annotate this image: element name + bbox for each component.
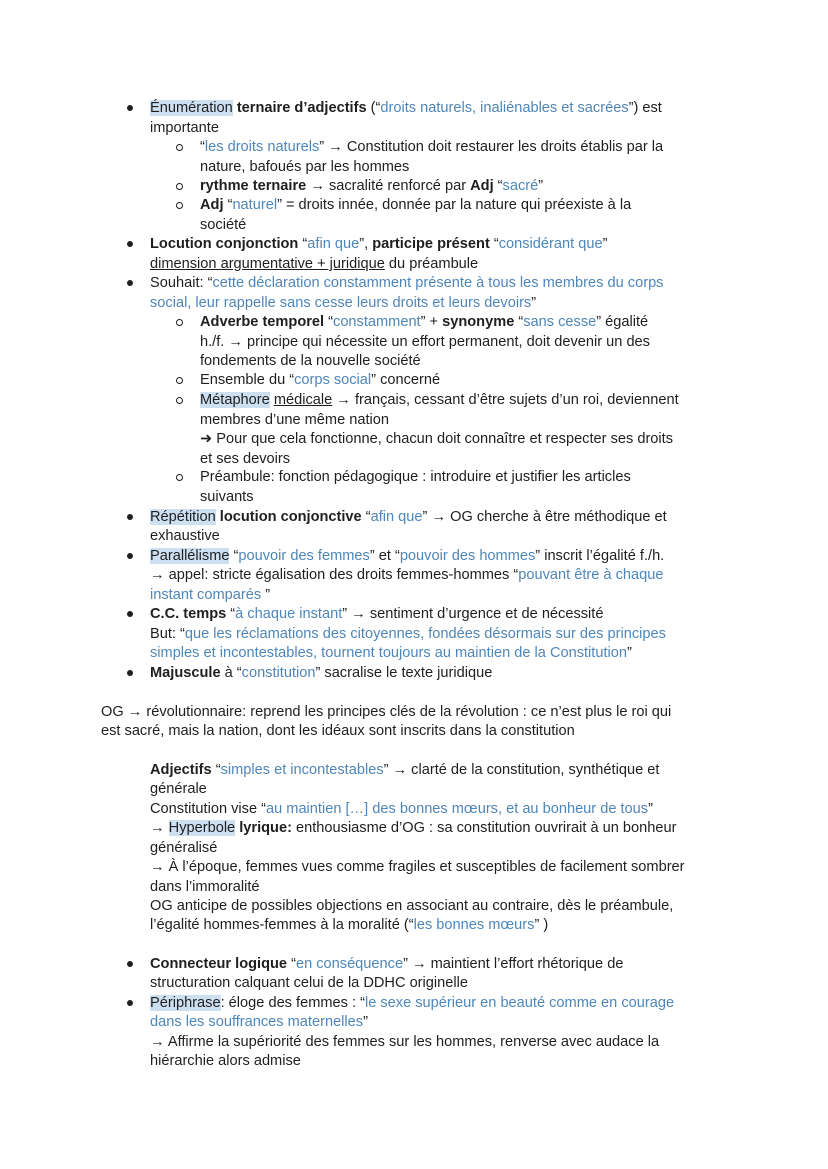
cctemps-line-2 [150, 625, 666, 645]
text: ” sacralise le texte juridique [315, 665, 493, 681]
periphrase-line-2 [150, 1013, 368, 1033]
text: ” = droits innée, donnée par la nature qui préexiste à la [277, 197, 632, 213]
bold-text: rythme ternaire [200, 178, 307, 194]
text: ” [648, 801, 653, 817]
text: enthousiasme d’OG : sa constitution ouvrirait à un bonheur [291, 820, 677, 836]
quote: naturel [232, 197, 278, 213]
souhait-sub3-line4: et ses devoirs [200, 451, 291, 467]
enum-sub3-line2: société [200, 217, 247, 233]
parallelisme-line-3 [150, 586, 270, 606]
text: du préambule [384, 256, 479, 272]
text: ” [531, 295, 537, 311]
bullet-circle [176, 183, 183, 190]
quote: que les réclamations des citoyennes, fondées désormais sur des principes [184, 626, 666, 642]
text: Ensemble du “ [200, 372, 295, 388]
block-line-6: → À l’époque, femmes vues comme fragiles et susceptibles de facilement sombrer [150, 859, 685, 875]
bold-text: Majuscule [150, 665, 221, 681]
block-line-2: générale [150, 781, 207, 797]
bold-text: C.C. temps [150, 606, 227, 622]
text: (“ [366, 100, 381, 116]
text: → sacralité renforcé par [306, 178, 471, 194]
bold-text: ternaire d’adjectifs [236, 100, 367, 116]
text: ” [602, 236, 608, 252]
text: But: “ [150, 626, 185, 642]
text: “ [223, 197, 233, 213]
souhait-sub2 [200, 371, 440, 391]
text: “ [226, 606, 236, 622]
bullet-circle [176, 397, 183, 404]
text: “ [489, 236, 499, 252]
text: Constitution vise “ [150, 801, 266, 817]
text: “ [514, 314, 524, 330]
text: ” + [420, 314, 443, 330]
quote: le sexe supérieur en beauté comme en courage [364, 995, 675, 1011]
text: Souhait: “ [150, 275, 213, 291]
quote: simples et incontestables [220, 762, 384, 778]
bullet-dot [127, 670, 133, 676]
parallelisme-line-1 [150, 547, 664, 567]
quote: sans cesse [523, 314, 597, 330]
text: ” égalité [596, 314, 649, 330]
quote: simples et incontestables, tournent toujours au maintien de la Constitution [150, 645, 628, 661]
cctemps-line-1 [150, 605, 603, 625]
paragraph-line-1: OG → révolutionnaire: reprend les principes clés de la révolution : ce n’est plus le roi qui [101, 704, 672, 720]
text: ”) est [628, 100, 662, 116]
bullet-circle [176, 377, 183, 384]
quote: à chaque instant [235, 606, 343, 622]
bold-text: lyrique: [235, 820, 292, 836]
bold-text: participe présent [372, 236, 490, 252]
quote: en conséquence [295, 956, 404, 972]
quote: afin que [370, 509, 423, 525]
quote: corps social [294, 372, 372, 388]
text: → [150, 820, 169, 836]
text: ” et “ [369, 548, 400, 564]
text: ” [265, 587, 271, 603]
block-line-3 [150, 800, 653, 820]
bold-text: Adverbe temporel [200, 314, 325, 330]
enum-sub1-line2: nature, bafoués par les hommes [200, 159, 410, 175]
bold-text: Locution conjonction [150, 236, 299, 252]
bullet-dot [127, 241, 133, 247]
text: “ [361, 509, 371, 525]
text: ” [538, 178, 544, 194]
text: ” [363, 1014, 368, 1030]
enum-line-2: importante [150, 120, 219, 136]
text: : éloge des femmes : “ [220, 995, 365, 1011]
souhait-sub1-line3: fondements de la nouvelle société [200, 353, 421, 369]
block-line-4 [150, 819, 676, 839]
bullet-circle [176, 202, 183, 209]
highlight: Métaphore [200, 392, 270, 408]
text: ” → Constitution doit restaurer les droits établis par la [319, 139, 664, 155]
bullet-circle [176, 319, 183, 326]
connecteur-line-2: structuration calquant celui de la DDHC originelle [150, 975, 468, 991]
bullet-dot [127, 514, 133, 520]
souhait-line-1 [150, 274, 663, 294]
parallelisme-line-2 [150, 566, 663, 586]
highlight: Hyperbole [168, 820, 236, 836]
locution-line-1 [150, 235, 607, 255]
text: “ [287, 956, 296, 972]
text: ” ) [534, 917, 549, 933]
bold-text: Adjectifs [150, 762, 212, 778]
quote: sacré [502, 178, 539, 194]
bullet-dot [127, 105, 133, 111]
souhait-sub4-line2: suivants [200, 489, 254, 505]
quote: afin que [307, 236, 360, 252]
quote: dans les souffrances maternelles [150, 1014, 364, 1030]
bullet-circle [176, 474, 183, 481]
quote: pouvoir des hommes [399, 548, 536, 564]
bullet-dot [127, 611, 133, 617]
souhait-line-2 [150, 294, 536, 314]
connecteur-line-1 [150, 955, 623, 975]
highlight: Parallélisme [150, 548, 230, 564]
quote: instant comparés [150, 587, 266, 603]
souhait-sub4-line1: Préambule: fonction pédagogique : introduire et justifier les articles [200, 469, 631, 485]
quote: pouvant être à chaque [518, 567, 664, 583]
paragraph-line-2: est sacré, mais la nation, dont les idéaux sont inscrits dans la constitution [101, 723, 575, 739]
quote: droits naturels, inaliénables et sacrées [380, 100, 629, 116]
quote: pouvoir des femmes [238, 548, 370, 564]
souhait-sub3-line1 [200, 391, 679, 411]
block-line-5: généralisé [150, 840, 218, 856]
text: “ [324, 314, 334, 330]
repetition-line-2: exhaustive [150, 528, 220, 544]
quote: considérant que [498, 236, 603, 252]
quote: cette déclaration constamment présente à tous les membres du corps [212, 275, 664, 291]
souhait-sub3-line3: ➜ Pour que cela fonctionne, chacun doit connaître et respecter ses droits [200, 431, 674, 447]
underlined-text: dimension argumentative + juridique [150, 256, 385, 272]
enum-sub2 [200, 177, 543, 197]
text: “ [200, 139, 205, 155]
bold-text: Adj [470, 178, 494, 194]
locution-line-2 [150, 255, 478, 275]
block-line-9 [150, 916, 548, 936]
souhait-sub1-line1 [200, 313, 648, 333]
quote: constitution [241, 665, 316, 681]
souhait-sub1-line2: h./f. → principe qui nécessite un effort permanent, doit devenir un des [200, 334, 650, 350]
underlined-text: médicale [273, 392, 333, 408]
quote: social, leur rappelle sans cesse leurs droits et leurs devoirs [150, 295, 532, 311]
enum-sub1-line1 [200, 138, 663, 158]
periphrase-line-4: hiérarchie alors admise [150, 1053, 301, 1069]
text: ” → maintient l’effort rhétorique de [403, 956, 624, 972]
text: ” inscrit l’égalité f./h. [535, 548, 665, 564]
quote: au maintien […] des bonnes mœurs, et au bonheur de tous [266, 801, 649, 817]
repetition-line-1 [150, 508, 667, 528]
highlight: Périphrase [150, 995, 221, 1011]
highlight: Énumération [150, 100, 233, 116]
block-line-8: OG anticipe de possibles objections en associant au contraire, dès le préambule, [150, 898, 674, 914]
text: ” → OG cherche à être méthodique et [422, 509, 667, 525]
periphrase-line-3: → Affirme la supériorité des femmes sur les hommes, renverse avec audace la [150, 1034, 660, 1050]
text: “ [229, 548, 239, 564]
text: → français, cessant d’être sujets d’un roi, deviennent [332, 392, 679, 408]
text: ” [627, 645, 632, 661]
majuscule-line [150, 664, 492, 684]
bullet-dot [127, 1000, 133, 1006]
text: ” concerné [371, 372, 441, 388]
quote: constamment [333, 314, 421, 330]
text: “ [298, 236, 308, 252]
bold-text: locution conjonctive [215, 509, 362, 525]
enum-sub3-line1 [200, 196, 631, 216]
highlight: Répétition [150, 509, 216, 525]
text: l’égalité hommes-femmes à la moralité (“ [150, 917, 414, 933]
quote: les bonnes mœurs [413, 917, 535, 933]
text: ” → clarté de la constitution, synthétique et [383, 762, 660, 778]
text: “ [493, 178, 503, 194]
block-line-7: dans l’immoralité [150, 879, 260, 895]
block-line-1 [150, 761, 659, 781]
bullet-dot [127, 280, 133, 286]
bullet-circle [176, 144, 183, 151]
periphrase-line-1 [150, 994, 674, 1014]
text: à “ [220, 665, 242, 681]
bullet-dot [127, 961, 133, 967]
text: ”, [359, 236, 373, 252]
souhait-sub3-line2: membres d’une même nation [200, 412, 389, 428]
cctemps-line-3 [150, 644, 632, 664]
text: “ [211, 762, 221, 778]
text: ” → sentiment d’urgence et de nécessité [342, 606, 604, 622]
bold-text: Connecteur logique [150, 956, 288, 972]
enum-line-1 [150, 99, 662, 119]
text: → appel: stricte égalisation des droits femmes-hommes “ [150, 567, 519, 583]
quote: les droits naturels [204, 139, 320, 155]
bold-text: synonyme [442, 314, 515, 330]
bullet-dot [127, 553, 133, 559]
bold-text: Adj [200, 197, 224, 213]
